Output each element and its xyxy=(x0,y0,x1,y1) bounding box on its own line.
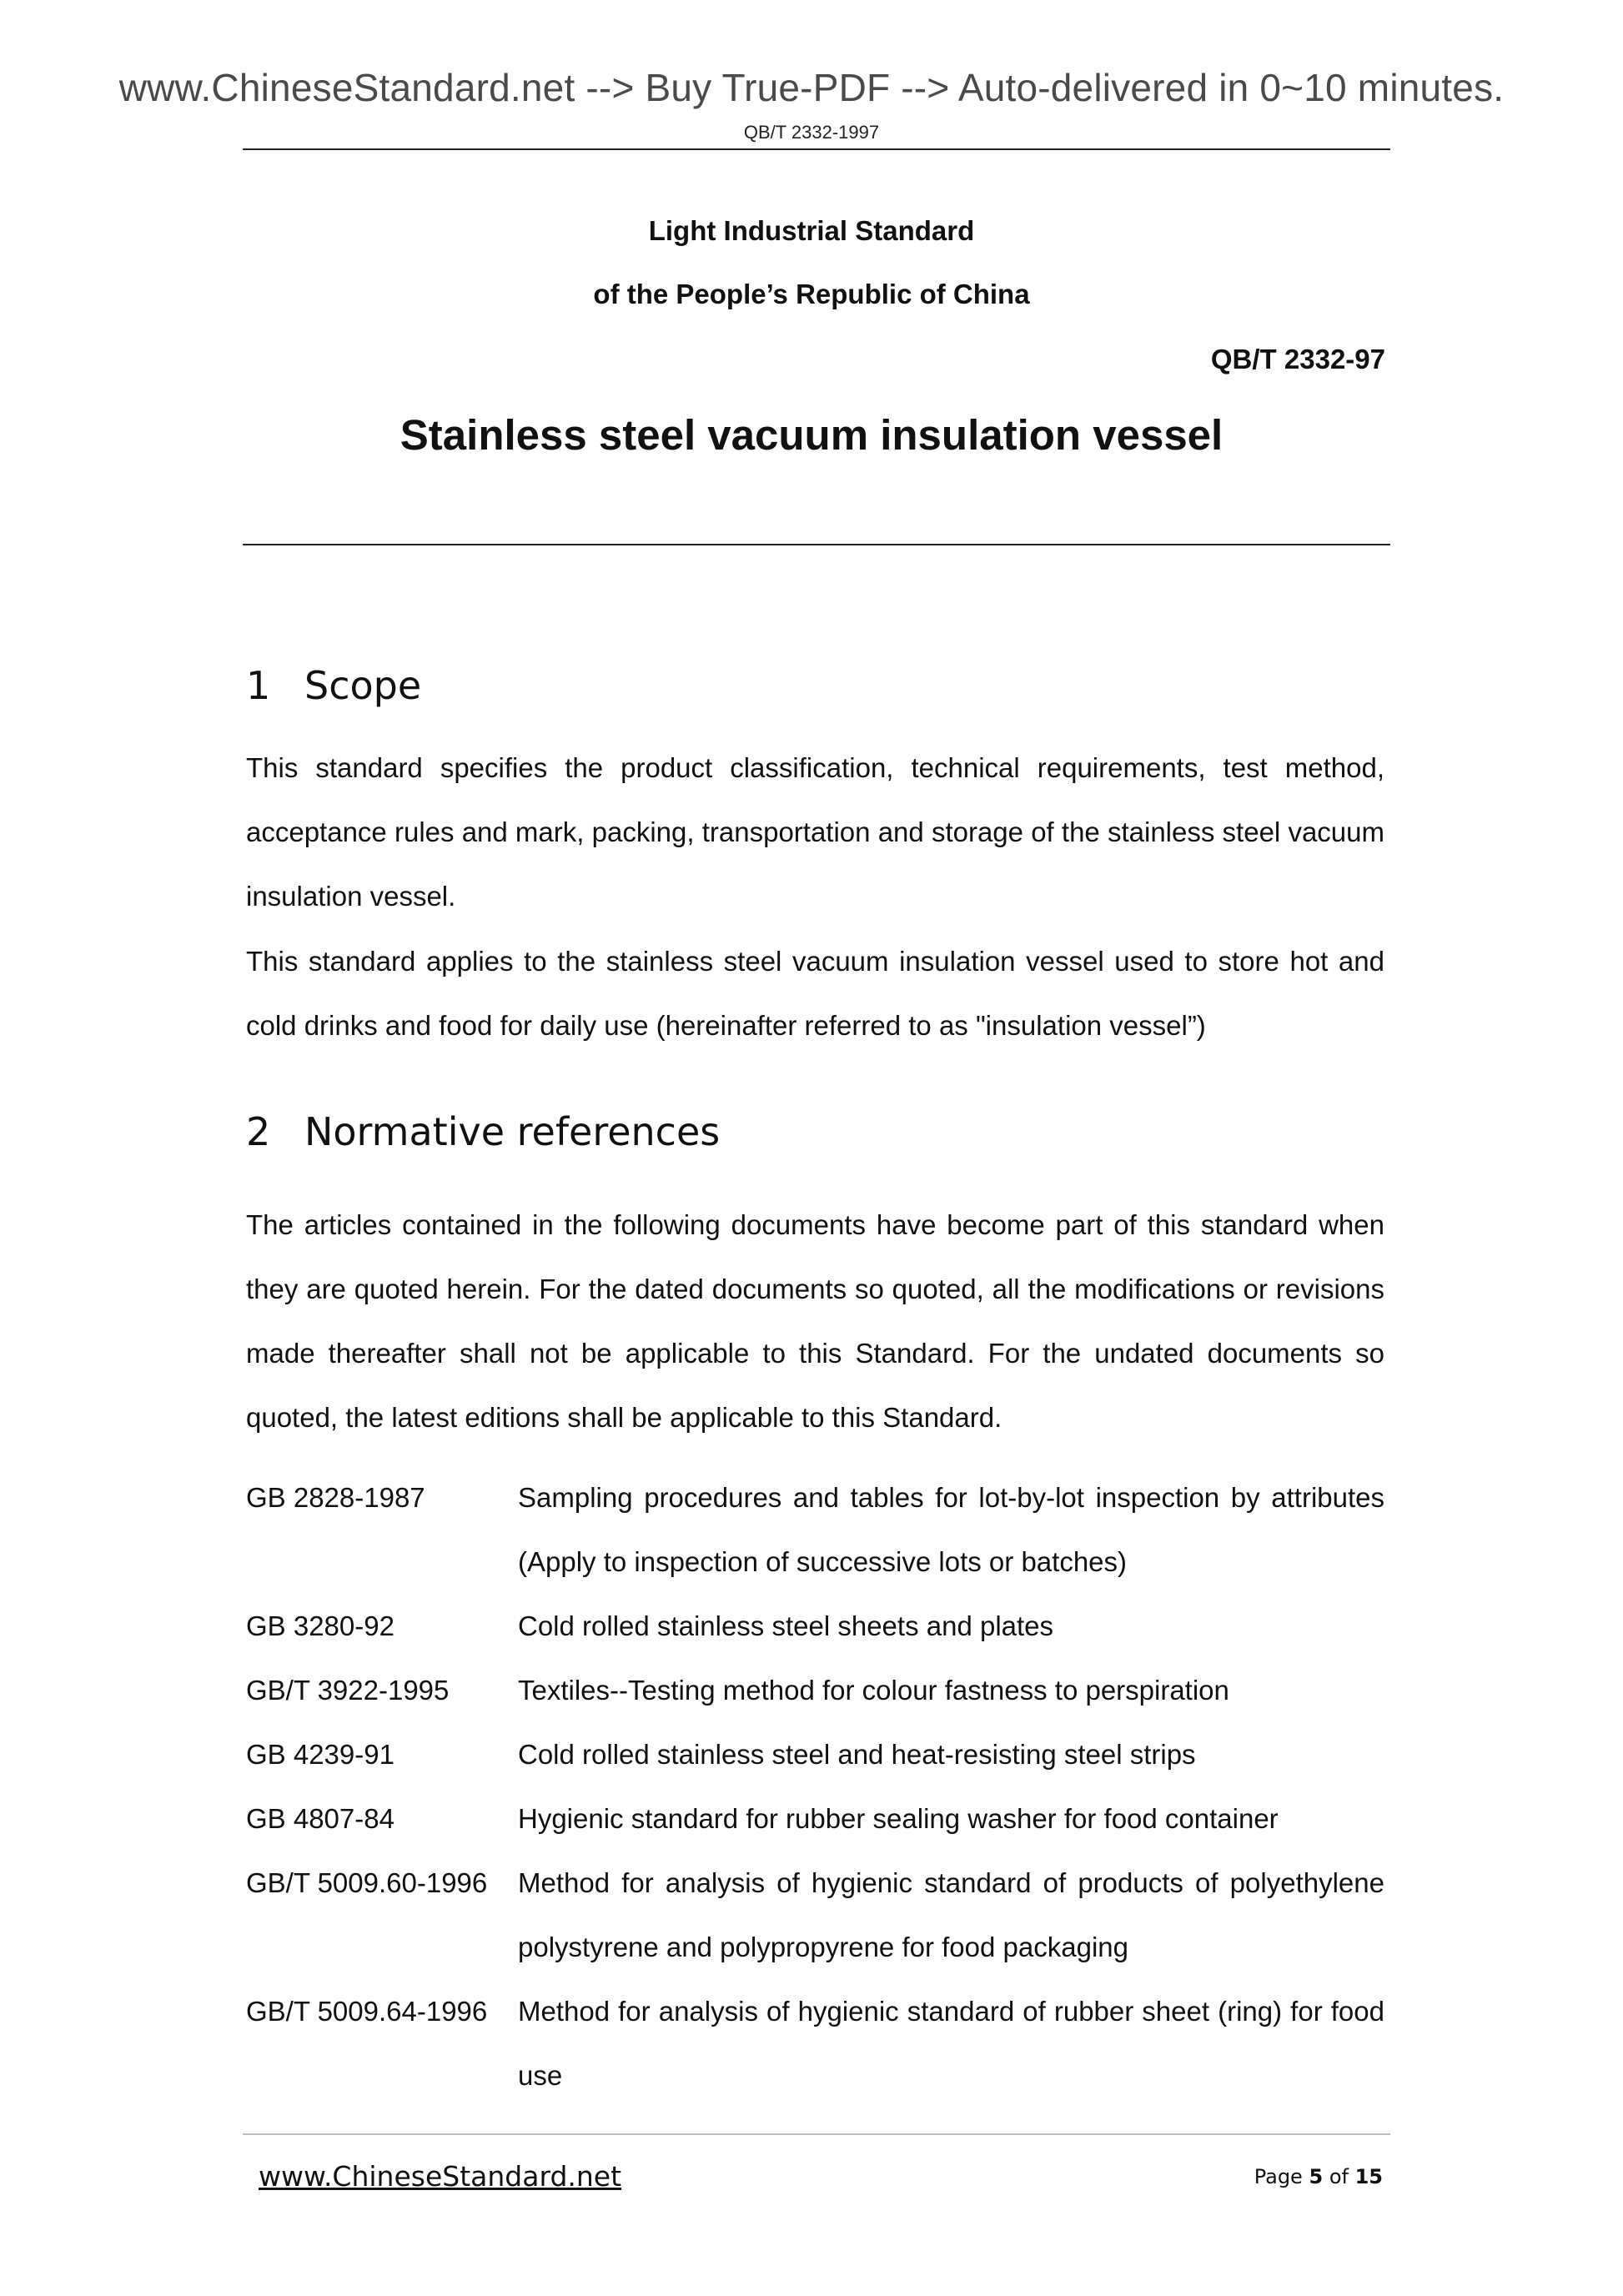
scope-paragraph-2: This standard applies to the stainless steel vacuum insulation vessel used to store hot and cold drinks and food for daily use (hereinafter referred to as "insulation vessel”) xyxy=(246,946,1384,1041)
running-header-code: QB/T 2332-1997 xyxy=(743,122,880,143)
reference-code: GB/T 3922-1995 xyxy=(246,1675,450,1706)
reference-list xyxy=(246,1465,1384,2108)
reference-title: Cold rolled stainless steel and heat-resisting steel strips xyxy=(518,1739,1196,1770)
page-prefix: Page xyxy=(1254,2165,1303,2188)
reference-code: GB 4807-84 xyxy=(246,1803,394,1834)
section-number: 1 xyxy=(246,663,271,708)
reference-code: GB 2828-1987 xyxy=(246,1482,425,1513)
reference-code: GB/T 5009.64-1996 xyxy=(246,1996,488,2027)
reference-code: GB 4239-91 xyxy=(246,1739,394,1770)
reference-title: Cold rolled stainless steel sheets and plates xyxy=(518,1610,1054,1641)
header-divider xyxy=(243,148,1390,150)
reference-item xyxy=(246,1722,1384,1786)
reference-item xyxy=(246,1851,1384,1979)
scope-paragraph-1: This standard specifies the product classification, technical requirements, test method, acceptance rules and mark, packing, transportation and storage of the stainless steel vacuum insulation vessel. xyxy=(246,752,1384,912)
reference-item xyxy=(246,1786,1384,1851)
reference-code: GB 3280-92 xyxy=(246,1610,394,1641)
document-title: Stainless steel vacuum insulation vessel xyxy=(399,411,1224,459)
standard-org-line-2: of the People’s Republic of China xyxy=(593,279,1030,309)
section-number: 2 xyxy=(246,1109,271,1154)
footer-divider xyxy=(243,2133,1390,2135)
reference-item xyxy=(246,1465,1384,1594)
page-number xyxy=(1254,2165,1383,2188)
reference-item xyxy=(246,1979,1384,2108)
section-heading-normative-references xyxy=(246,1109,720,1154)
normative-references-intro: The articles contained in the following documents have become part of this standard when they are quoted herein. For the dated documents so quoted, all the modifications or revisions made thereafter shall not be applicable to this Standard. For the undated documents so quoted, the latest editions shall be applicable to this Standard. xyxy=(246,1209,1384,1433)
reference-title: Method for analysis of hygienic standard of rubber sheet (ring) for food use xyxy=(518,1996,1384,2091)
page-current: 5 xyxy=(1309,2165,1324,2188)
section-title: Scope xyxy=(304,663,422,708)
title-divider xyxy=(243,544,1390,545)
reference-item xyxy=(246,1594,1384,1658)
standard-org-line-1: Light Industrial Standard xyxy=(648,215,975,246)
top-banner: www.ChineseStandard.net --> Buy True-PDF --> Auto-delivered in 0~10 minutes. xyxy=(118,66,1505,109)
reference-title: Hygienic standard for rubber sealing washer for food container xyxy=(518,1803,1279,1834)
standard-code: QB/T 2332-97 xyxy=(1210,344,1385,374)
reference-title: Textiles--Testing method for colour fastness to perspiration xyxy=(518,1675,1229,1706)
reference-title: Sampling procedures and tables for lot-by-lot inspection by attributes (Apply to inspection of successive lots or batches) xyxy=(518,1482,1384,1577)
page-total: 15 xyxy=(1354,2165,1383,2188)
reference-title: Method for analysis of hygienic standard of products of polyethylene polystyrene and polypropyrene for food packaging xyxy=(518,1867,1384,1962)
section-title: Normative references xyxy=(304,1109,721,1154)
footer-website-link[interactable]: www.ChineseStandard.net xyxy=(259,2160,622,2193)
reference-code: GB/T 5009.60-1996 xyxy=(246,1867,488,1898)
page-of: of xyxy=(1329,2165,1349,2188)
section-heading-scope xyxy=(246,663,421,708)
reference-item xyxy=(246,1658,1384,1722)
